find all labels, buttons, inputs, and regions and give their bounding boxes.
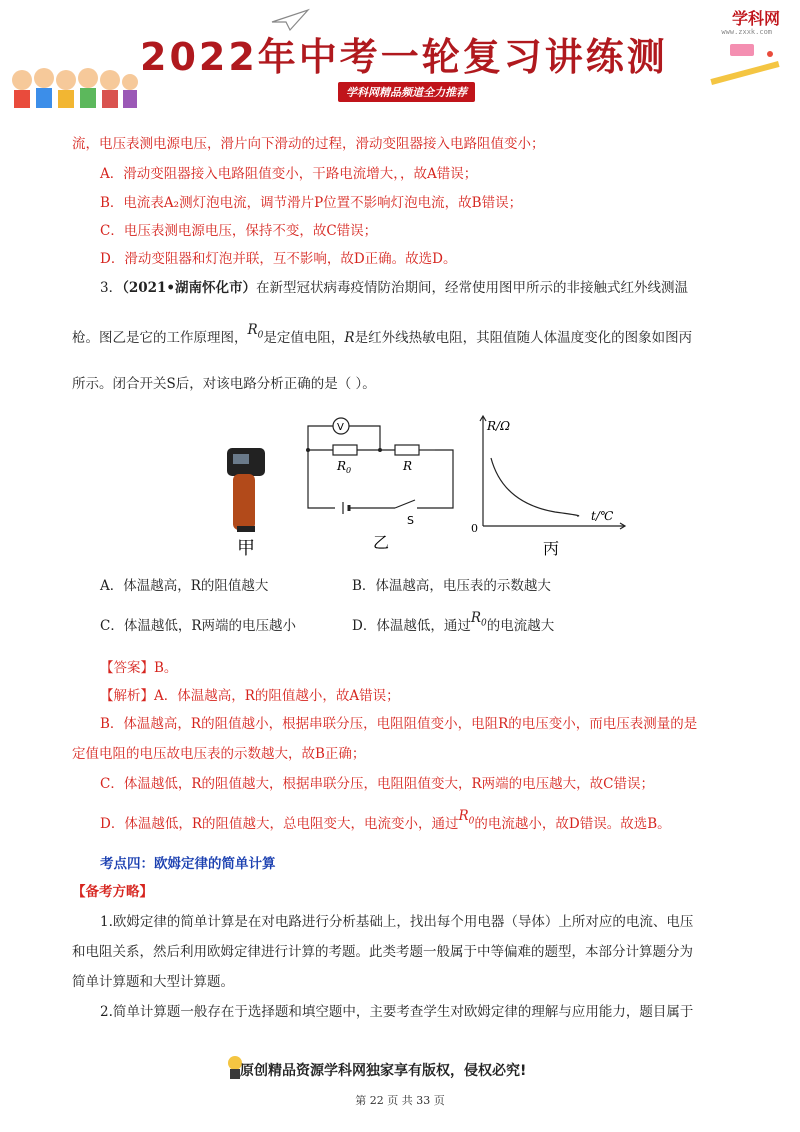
analysis-line: 【解析】A．体温越高，R的阻值越小，故A错误； <box>100 688 400 704</box>
r0-symbol <box>470 610 487 629</box>
option-c: C．体温越低，R两端的电压越小 <box>100 618 296 634</box>
option-d-text: 的电流越大 <box>486 618 555 634</box>
symbol-subscript: 0 <box>257 330 264 341</box>
symbol-r: R <box>458 808 469 824</box>
junction-dot <box>306 448 310 452</box>
origin-label: 0 <box>471 522 478 535</box>
r0-subscript: 0 <box>346 466 352 475</box>
question-source: （2021•湖南怀化市） <box>122 280 257 296</box>
analysis-line: B．体温越高，R的阻值越小，根据串联分压，电阻阻值变小，电阻R的电压变小，而电压表测量的是 <box>100 716 698 732</box>
option-a: A．体温越高，R的阻值越大 <box>100 578 269 594</box>
paragraph-line: 1.欧姆定律的简单计算是在对电路进行分析基础上，找出每个用电器（导体）上所对应的电流、电压 <box>100 914 694 930</box>
analysis-text: D．体温越低，R的阻值越大，总电阻变大，电流变小，通过 <box>100 816 459 832</box>
symbol-r: R <box>247 322 258 338</box>
option-line: B．电流表A₂测灯泡电流，调节滑片P位置不影响灯泡电流，故B错误； <box>100 195 523 211</box>
banner-title: 2022年中考一轮复习讲练测 <box>140 35 668 79</box>
option-line: A．滑动变阻器接入电路阻值变小，干路电流增大，，故A错误； <box>100 166 478 182</box>
question-text: 枪。图乙是它的工作原理图， <box>72 330 248 346</box>
symbol-subscript: 0 <box>468 816 475 827</box>
header-banner <box>0 0 800 110</box>
prep-heading: 【备考方略】 <box>72 884 153 900</box>
r-symbol: R <box>344 330 355 346</box>
r0-symbol <box>458 808 475 827</box>
circuit-diagram <box>308 418 453 514</box>
stationery-icon <box>700 40 790 100</box>
x-axis-label: t/℃ <box>591 509 614 523</box>
question-3-line2 <box>72 322 693 349</box>
option-line: C．电压表测电源电压，保持不变，故C错误； <box>100 223 378 239</box>
label-bing: 丙 <box>543 539 560 558</box>
symbol-subscript: 0 <box>481 618 487 629</box>
brand-logo: 学科网 <box>731 9 780 28</box>
question-text: 是定值电阻， <box>263 330 345 346</box>
r0-label <box>336 459 351 475</box>
copyright-note: 原创精品资源学科网独家享有版权，侵权必究! <box>240 1063 527 1079</box>
option-b: B．体温越高，电压表的示数越大 <box>352 578 551 594</box>
analysis-line: C．体温越低，R的阻值越大，根据串联分压，电阻阻值变大，R两端的电压越大，故C错误； <box>100 776 654 792</box>
paragraph-line: 2.简单计算题一般存在于选择题和填空题中，主要考查学生对欧姆定律的理解与应用能力，题目属于 <box>100 1004 694 1020</box>
question-3-line3: 所示。闭合开关S后，对该电路分析正确的是（ ）。 <box>72 376 376 392</box>
analysis-text: 的电流越小，故D错误。故选B。 <box>474 816 671 832</box>
question-figure <box>225 408 645 558</box>
question-number: 3． <box>100 280 123 296</box>
banner-subtitle: 学科网精品频道全力推荐 <box>338 82 475 102</box>
label-jia: 甲 <box>237 538 255 558</box>
r0-letter: R <box>337 459 347 473</box>
text-line: 流，电压表测电源电压，滑片向下滑动的过程，滑动变阻器接入电路阻值变小； <box>72 136 545 152</box>
answer-line: 【答案】B。 <box>100 660 178 676</box>
paragraph-line: 和电阻关系，然后利用欧姆定律进行计算的考题。此类考题一般属于中等偏难的题型，本部分计算题分为 <box>72 944 693 960</box>
r-label: R <box>403 459 413 473</box>
voltmeter-label: V <box>337 422 344 433</box>
paragraph-line: 简单计算题和大型计算题。 <box>72 974 234 990</box>
question-text: 在新型冠状病毒疫情防治期间，经常使用图甲所示的非接触式红外线测温 <box>256 280 689 296</box>
option-line: D．滑动变阻器和灯泡并联，互不影响，故D正确。故选D。 <box>100 251 457 267</box>
brand-url: www.zxxk.com <box>721 28 772 36</box>
question-text: 是红外线热敏电阻，其阻值随人体温度变化的图象如图丙 <box>354 330 693 346</box>
switch-label: S <box>407 514 414 527</box>
page-number: 第 22 页 共 33 页 <box>355 1094 445 1107</box>
children-illustration <box>8 50 138 110</box>
analysis-line: 定值电阻的电压故电压表的示数越大，故B正确； <box>72 746 366 762</box>
analysis-line <box>100 808 671 835</box>
symbol-r: R <box>470 610 481 626</box>
section-heading: 考点四：欧姆定律的简单计算 <box>100 856 276 872</box>
thermometer-gun-image <box>227 448 265 532</box>
option-d-text: D．体温越低，通过 <box>352 618 471 634</box>
option-d <box>352 610 555 637</box>
y-axis-label: R/Ω <box>487 419 511 433</box>
question-3-line1 <box>100 276 688 296</box>
label-yi: 乙 <box>373 533 390 552</box>
junction-dot <box>378 448 382 452</box>
r0-symbol <box>247 322 264 341</box>
